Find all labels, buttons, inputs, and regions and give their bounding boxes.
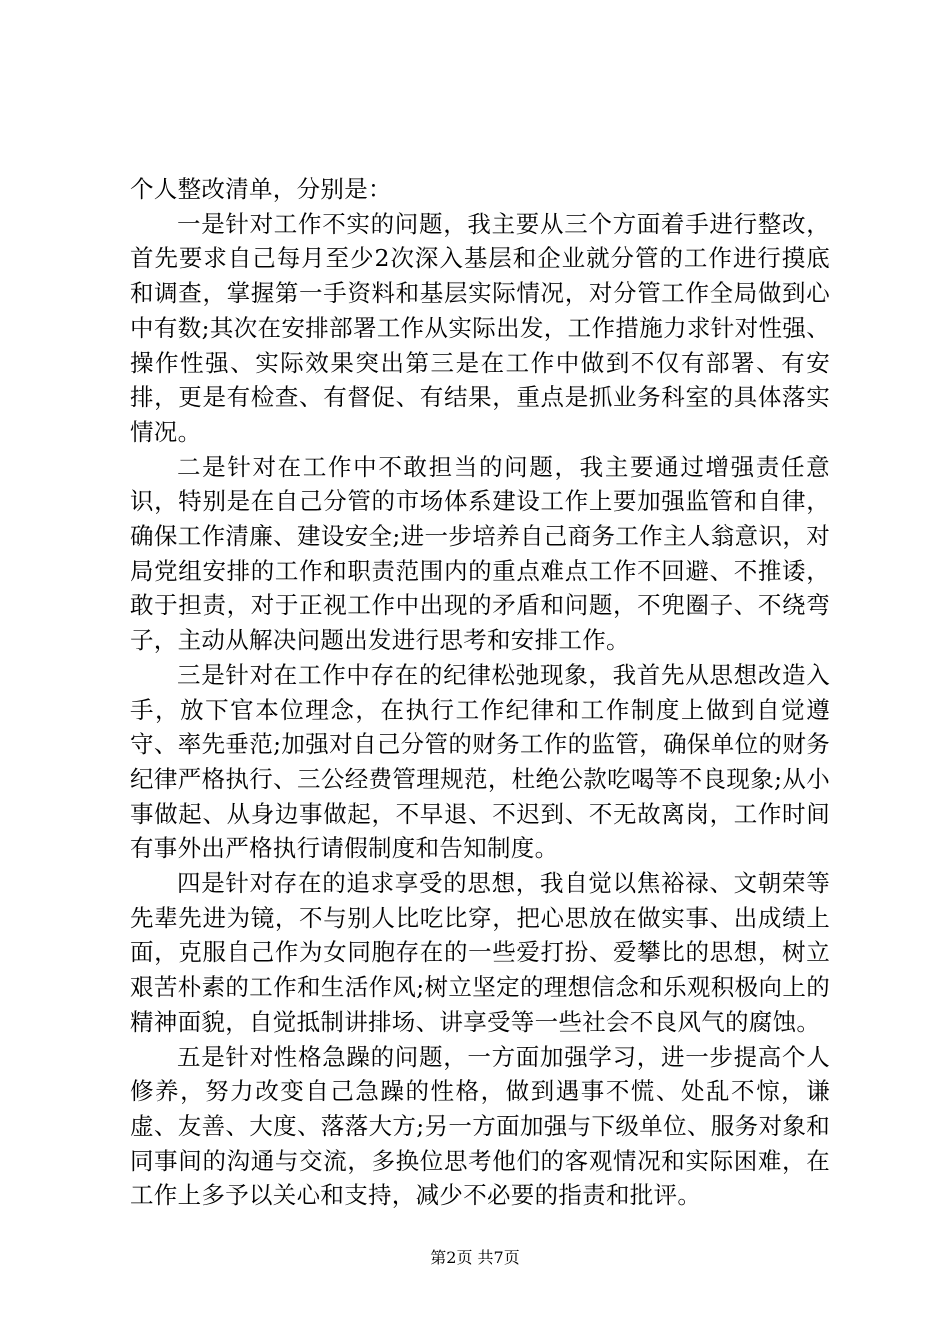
- page-footer: 第2页 共7页: [430, 1248, 520, 1267]
- document-body: [130, 172, 830, 1213]
- paragraph-item-4: 四是针对存在的追求享受的思想，我自觉以焦裕禄、文朝荣等先辈先进为镜，不与别人比吃比穿，把心思放在做实事、出成绩上面，克服自己作为女同胞存在的一些爱打扮、爱攀比的思想，树立艰苦朴素的工作和生活作风;树立坚定的理想信念和乐观积极向上的精神面貌，自觉抵制讲排场、讲享受等一些社会不良风气的腐蚀。: [130, 869, 830, 1036]
- paragraph-item-1: 一是针对工作不实的问题，我主要从三个方面着手进行整改，首先要求自己每月至少2次深入基层和企业就分管的工作进行摸底和调查，掌握第一手资料和基层实际情况，对分管工作全局做到心中有数;其次在安排部署工作从实际出发，工作措施力求针对性强、操作性强、实际效果突出第三是在工作中做到不仅有部署、有安排，更是有检查、有督促、有结果，重点是抓业务科室的具体落实情况。: [130, 209, 830, 446]
- paragraph-item-3: 三是针对在工作中存在的纪律松弛现象，我首先从思想改造入手，放下官本位理念，在执行工作纪律和工作制度上做到自觉遵守、率先垂范;加强对自己分管的财务工作的监管，确保单位的财务纪律严格执行、三公经费管理规范，杜绝公款吃喝等不良现象;从小事做起、从身边事做起，不早退、不迟到、不无故离岗，工作时间有事外出严格执行请假制度和告知制度。: [130, 660, 830, 863]
- paragraph-item-5: 五是针对性格急躁的问题，一方面加强学习，进一步提高个人修养，努力改变自己急躁的性格，做到遇事不慌、处乱不惊，谦虚、友善、大度、落落大方;另一方面加强与下级单位、服务对象和同事间的沟通与交流，多换位思考他们的客观情况和实际困难，在工作上多予以关心和支持，减少不必要的指责和批评。: [130, 1042, 830, 1210]
- paragraph-intro: 个人整改清单，分别是：: [130, 175, 392, 203]
- paragraph-item-2: 二是针对在工作中不敢担当的问题，我主要通过增强责任意识，特别是在自己分管的市场体系建设工作上要加强监管和自律，确保工作清廉、建设安全;进一步培养自己商务工作主人翁意识，对局党组安排的工作和职责范围内的重点难点工作不回避、不推诿，敢于担责，对于正视工作中出现的矛盾和问题，不兜圈子、不绕弯子，主动从解决问题出发进行思考和安排工作。: [130, 452, 830, 655]
